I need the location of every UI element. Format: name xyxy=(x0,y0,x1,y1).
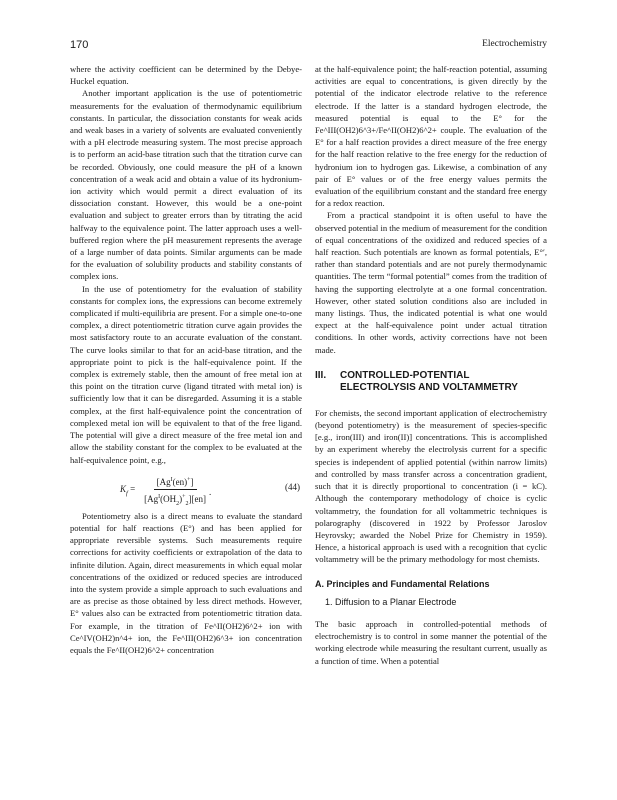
equation-lhs: $K_f$ = xyxy=(120,484,136,498)
equation-44 xyxy=(70,472,302,507)
equation-tail: . xyxy=(209,486,212,497)
left-paragraph-1: where the activity coefficient can be determined by the Debye-Huckel equation. xyxy=(70,64,302,87)
left-column xyxy=(70,63,302,656)
subsubsection-heading-1: 1. Diffusion to a Planar Electrode xyxy=(325,596,457,607)
running-head: Electrochemistry xyxy=(482,39,547,49)
page-header xyxy=(70,39,547,53)
right-paragraph-3: For chemists, the second important application of electrochemistry (beyond potentiometry) is the measurement of species-specific [e.g., iron(III) and iron(II)] concentrations. This is accomplished by an experiment whereby the electrolysis current for a specific species is independent of applied potential (within narrow limits) and controlled by mass transfer across a concentration gradient, such that it is directly proportional to concentration (i = kC). Although the contemporary methodology of choice is cyclic voltammetry, the foundation for all voltammetric techniques is polarography (discovered in 1922 by Professor Jaroslov Heyrovsky; awarded the Nobel Prize for Chemistry in 1959). Hence, a historical approach is used with a recognition that cyclic voltammetry will be the primary methodology for most chemists. xyxy=(315,407,547,565)
page-number: 170 xyxy=(70,39,89,51)
section-heading-iii xyxy=(315,370,547,395)
left-paragraph-3: In the use of potentiometry for the evaluation of stability constants for complex ions, the expressions can become extremely complicated if multi-equilibria are present. For a simple one-to-one complex, a direct potentiometric titration curve again provides the most satisfactory route to an accurate evaluation of the constant. The curve looks similar to that for an acid-base titration, and the appropriate point to pick is the half-equivalence point. If the complex is extremely stable, then the amount of free metal ion at this point on the titration curve (ligand titrated with metal ion) is sufficiently low that it can be disregarded. Assuming it is a stable complex, at the first half-equivalence point the concentration of complexed metal ion will be equivalent to that of the free ligand. The potential will give a direct measure of the free metal ion and allow the stability constant for the complex to be evaluated at the half-equivalence point, e.g., xyxy=(70,283,302,465)
equation-body xyxy=(120,474,211,510)
right-paragraph-4: The basic approach in controlled-potential methods of electrochemistry is to control in some manner the potential of the working electrode while measuring the resultant current, usually as a function of time. When a potential xyxy=(315,618,547,666)
section-title-line-2: ELECTROLYSIS AND VOLTAMMETRY xyxy=(340,382,518,394)
section-title-line-1: CONTROLLED-POTENTIAL xyxy=(340,369,470,381)
right-paragraph-2: From a practical standpoint it is often useful to have the observed potential in the medium of measurement for the condition of equal concentrations of the oxidized and reduced species of a half reaction. Such potentials are known as formal potentials, E°′, rather than standard potentials and are not purely thermodynamic quantities. The term “formal potential” comes from the tradition of having the supporting electrolyte at a one formal concentration. However, other stated solution conditions also are included in many listings. Thus, the indicated potential is what one would expect at the half-equivalence point under actual titration conditions. In other words, activity corrections have not been made. xyxy=(315,210,547,355)
equation-denominator: $[Ag^I(OH_2)^+_2][en]$ xyxy=(144,493,207,507)
equation-fraction xyxy=(141,474,212,510)
left-paragraph-4: Potentiometry also is a direct means to evaluate the standard potential for half reactions (E°) and has been applied for appropriate reversible systems. Such measurements require corrections for activity coefficients or extrapolation of the data to infinite dilution. Again, direct measurements in which equal molar concentrations of the oxidized or reduced species are introduced into the system provide a simple approach to such evaluations and are as precise as those obtained by less direct methods. However, E° values also can be extracted from potentiometric titration data. For example, in the titration of Fe^II(OH2)6^2+ ion with Ce^IV(OH2)n^4+ ion, the Fe^III(OH2)6^3+ ion concentration equals the Fe^II(OH2)6^2+ concentration xyxy=(70,510,302,655)
right-paragraph-1: at the half-equivalence point; the half-reaction potential, assuming activities are equal to concentrations, is given directly by the potential of the indicator electrode relative to the reference electrode. If the latter is a standard hydrogen electrode, the measured potential is equal to the E° for the Fe^III(OH2)6^3+/Fe^II(OH2)6^2+ couple. The evaluation of the E° for a half reaction provides a direct measure of the free energy for the half reaction relative to the free energy for the reduction of hydronium ion to hydrogen gas. Likewise, a combination of any pair of E° values or of the free energy values permits the evaluation of the equilibrium constant and the standard free energy for a redox reaction. xyxy=(315,64,547,209)
left-paragraph-2: Another important application is the use of potentiometric measurements for the evaluation of thermodynamic equilibrium constants. In particular, the dissociation constants for weak acids and weak bases in a variety of solvents are evaluated conveniently with a pH electrode measuring system. The most precise approach is to perform an acid-base titration such that the titration curve can be recorded. Obviously, one could measure the pH of a known concentration of a weak acid and obtain a value of its hydronium-ion activity which would permit a direct evaluation of its dissociation constant. However, this would be a one-point evaluation and subject to greater errors than by titrating the acid halfway to the equivalence point. The latter approach uses a well-buffered region where the pH measurement represents the average of a large number of data points. Similar arguments can be made for the evaluation of solubility products and stability constants of complex ions. xyxy=(70,88,302,282)
section-number: III. xyxy=(315,369,327,381)
equation-number: (44) xyxy=(285,481,300,492)
equation-numerator: $[Ag^I(en)^+]$ xyxy=(154,474,197,490)
right-column xyxy=(315,63,547,667)
subsection-heading-a: A. Principles and Fundamental Relations xyxy=(315,578,490,589)
